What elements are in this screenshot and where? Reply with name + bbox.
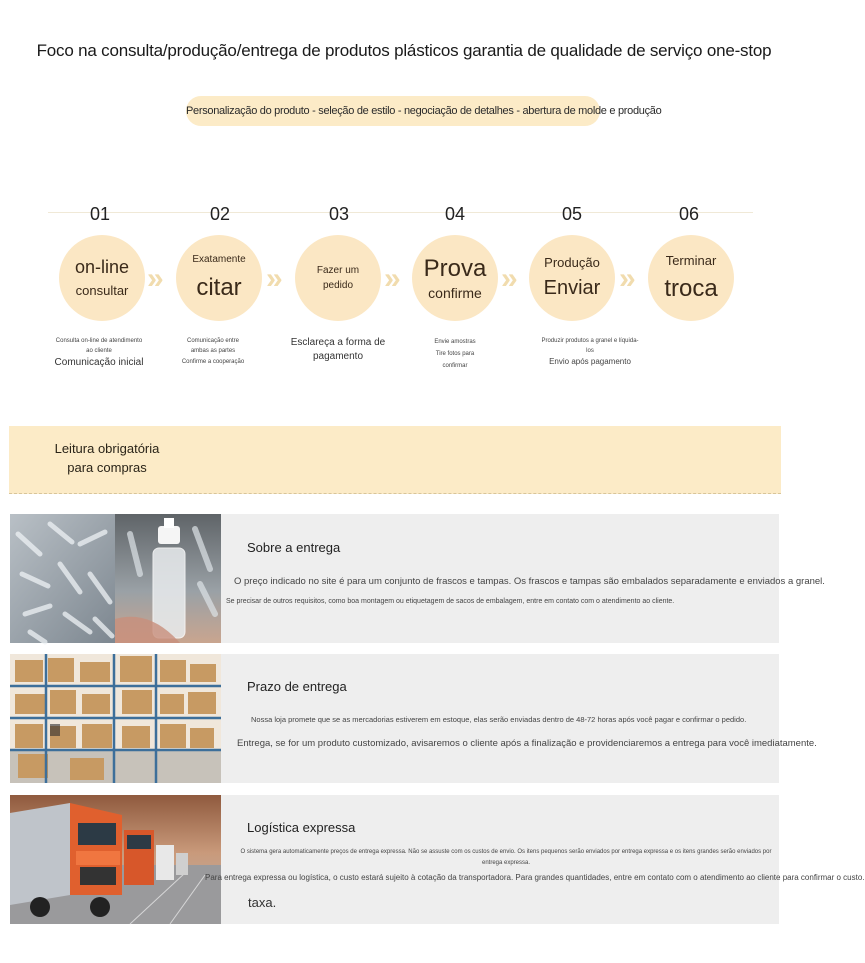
section-heading: Logística expressa [247, 820, 356, 835]
chevron-right-icon: » [147, 262, 158, 295]
trucks-image [10, 795, 221, 924]
step-title: Terminar [665, 252, 717, 268]
step-title: Prova [423, 255, 487, 283]
step-number: 06 [678, 204, 700, 224]
step-circle-quote [176, 235, 262, 321]
warehouse-image [10, 654, 221, 783]
step-number: 03 [328, 204, 350, 224]
section-text: Entrega, se for um produto customizado, avisaremos o cliente após a finalização e providenciaremos a entrega para você imediatamente. [237, 738, 817, 749]
caption-detail: Comunicação entre ambas as partes [186, 338, 240, 354]
step-subtitle: Enviar [543, 276, 601, 299]
section-text: O sistema gera automaticamente preços de entrega expressa. Não se assuste com os custos de envio. Os itens pequenos serão enviados por entrega expressa e os itens grandes serão enviados por entrega expressa. [240, 849, 772, 866]
caption-main: Esclareça a forma de pagamento [290, 337, 386, 362]
must-read-label: Leitura obrigatória para compras [54, 441, 160, 475]
step-title: Fazer um [316, 264, 360, 276]
step-circle-production [529, 235, 615, 321]
step-circle-finish [648, 235, 734, 321]
caption-detail: Produzir produtos a granel e líquida-los [541, 338, 639, 354]
section-express-logistics [10, 795, 865, 924]
must-read-banner [9, 426, 781, 494]
step-caption-quote [178, 336, 248, 368]
step-number: 04 [444, 204, 466, 224]
step-number: 05 [561, 204, 583, 224]
step-caption-production [540, 336, 640, 368]
step-title: Exatamente [192, 254, 246, 266]
chevron-right-icon: » [384, 262, 395, 295]
section-text: Se precisar de outros requisitos, como boa montagem ou etiquetagem de sacos de embalagem, entre em contato com o atendimento ao cliente. [226, 598, 675, 605]
step-subtitle: troca [664, 274, 718, 302]
subtitle-pill: Personalização do produto - seleção de estilo - negociação de detalhes - abertura de molde e produção [186, 96, 600, 126]
step-subtitle: pedido [322, 280, 354, 291]
section-text: taxa. [248, 895, 277, 910]
chevron-right-icon: » [501, 262, 512, 295]
section-delivery-time [10, 654, 817, 783]
timeline-line [48, 212, 753, 213]
section-heading: Prazo de entrega [247, 679, 347, 694]
caption-detail: Consulta on-line de atendimento ao cliente [55, 338, 143, 354]
step-subtitle: citar [196, 273, 242, 301]
caption-main: Envio após pagamento [549, 357, 631, 366]
chevron-right-icon: » [266, 262, 277, 295]
step-caption-order [285, 336, 391, 364]
page-title: Foco na consulta/produção/entrega de produtos plásticos garantia de qualidade de serviço one-stop [36, 41, 772, 60]
caption-extra: Confirme a cooperação [181, 359, 245, 365]
section-text: Para entrega expressa ou logística, o custo estará sujeito à cotação da transportadora. Para grandes quantidades, entre em contato com o atendimento ao cliente para confirmar o custo. [205, 873, 865, 882]
caption-extra: Tire fotos para confirmar [435, 351, 475, 369]
step-caption-consult [54, 336, 144, 370]
step-title: on-line [74, 257, 130, 278]
step-number: 01 [89, 204, 111, 224]
section-text: Nossa loja promete que se as mercadorias estiverem em estoque, elas serão enviadas dentro de 48-72 horas após você pagar e confirmar o pedido. [251, 715, 747, 724]
step-title: Produção [544, 255, 600, 271]
step-circle-sample [412, 235, 498, 321]
caption-main: Comunicação inicial [54, 357, 144, 368]
section-delivery [10, 514, 825, 643]
section-heading: Sobre a entrega [247, 540, 341, 555]
step-caption-sample [425, 336, 485, 372]
step-subtitle: confirme [428, 284, 482, 301]
chevron-right-icon: » [619, 262, 630, 295]
step-circle-order [295, 235, 381, 321]
caption-detail: Envie amostras [434, 339, 476, 345]
section-text: O preço indicado no site é para um conjunto de frascos e tampas. Os frascos e tampas são embalados separadamente e enviados a granel. [234, 576, 825, 587]
step-subtitle: consultar [75, 282, 129, 298]
step-circle-consult [59, 235, 145, 321]
bottles-image [10, 514, 221, 643]
step-number: 02 [209, 204, 231, 224]
